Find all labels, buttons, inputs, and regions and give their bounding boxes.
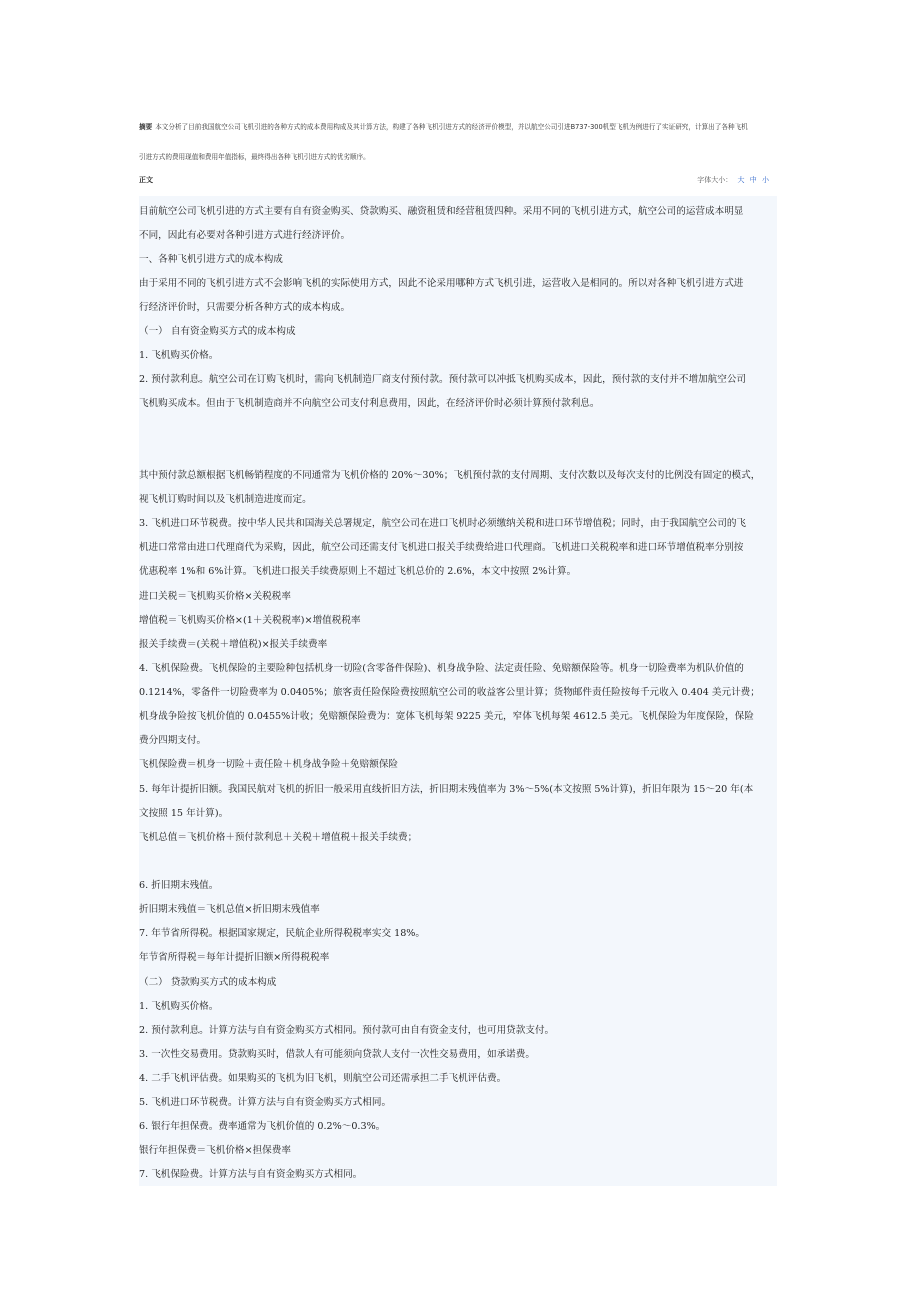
formula-line: 飞机保险费＝机身一切险＋责任险＋机身战争险＋免赔额保险 <box>139 759 399 770</box>
section-heading: 一、各种飞机引进方式的成本构成 <box>139 254 283 265</box>
font-size-small-link[interactable]: 小 <box>762 176 769 184</box>
body-line: 6. 银行年担保费。费率通常为飞机价值的 0.2%～0.3%。 <box>139 1121 386 1132</box>
body-line: 1. 飞机购买价格。 <box>139 350 219 361</box>
body-line: 飞机购买成本。但由于飞机制造商并不向航空公司支付利息费用，因此，在经济评价时必须计算预付款利息。 <box>139 398 600 409</box>
abstract-text-1: 本文分析了目前我国航空公司飞机引进的各种方式的成本费用构成及其计算方法，构建了各种飞机引进方式的经济评价模型，并以航空公司引进B737-300机型飞机为例进行了实证研究，计算出了各种飞机 <box>155 123 748 131</box>
body-line: 4. 飞机保险费。飞机保险的主要险种包括机身一切险(含零备件保险)、机身战争险、法定责任险、免赔额保险等。机身一切险费率为机队价值的 <box>139 663 744 674</box>
body-line: 2. 预付款利息。航空公司在订购飞机时，需向飞机制造厂商支付预付款。预付款可以冲抵飞机购买成本，因此，预付款的支付并不增加航空公司 <box>139 374 747 385</box>
body-line: 5. 每年计提折旧额。我国民航对飞机的折旧一般采用直线折旧方法，折旧期末残值率为 3%～5%(本文按照 5%计算)，折旧年限为 15～20 年(本 <box>139 784 754 795</box>
subsection-heading: （二） 贷款购买方式的成本构成 <box>139 977 277 988</box>
abstract-line-1 <box>139 112 779 142</box>
body-line: 1. 飞机购买价格。 <box>139 1001 219 1012</box>
formula-line: 报关手续费＝(关税＋增值税)×报关手续费率 <box>139 639 328 650</box>
abstract <box>139 112 779 172</box>
body-line: 行经济评价时，只需要分析各种方式的成本构成。 <box>139 302 351 313</box>
subsection-heading: （一） 自有资金购买方式的成本构成 <box>139 326 296 337</box>
body-title: 正文 <box>139 176 153 184</box>
body-line: 由于采用不同的飞机引进方式不会影响飞机的实际使用方式，因此不论采用哪种方式飞机引进，运营收入是相同的。所以对各种飞机引进方式进 <box>139 278 744 289</box>
abstract-label: 摘要 <box>139 123 153 131</box>
article-body <box>139 196 777 1186</box>
body-line: 机进口常常由进口代理商代为采购，因此，航空公司还需支付飞机进口报关手续费给进口代理商。飞机进口关税税率和进口环节增值税率分别按 <box>139 542 744 553</box>
body-header <box>139 172 777 188</box>
body-line: 7. 飞机保险费。计算方法与自有资金购买方式相同。 <box>139 1169 363 1180</box>
body-line: 文按照 15 年计算)。 <box>139 808 229 819</box>
body-line: 机身战争险按飞机价值的 0.0455%计收；免赔额保险费为：宽体飞机每架 9225 美元，窄体飞机每架 4612.5 美元。飞机保险为年度保险，保险 <box>139 711 754 722</box>
font-size-medium-link[interactable]: 中 <box>749 176 757 184</box>
body-line: 目前航空公司飞机引进的方式主要有自有资金购买、贷款购买、融资租赁和经营租赁四种。采用不同的飞机引进方式，航空公司的运营成本明显 <box>139 206 744 217</box>
body-line: 费分四期支付。 <box>139 735 207 746</box>
abstract-line-2: 引进方式的费用现值和费用年值指标，最终得出各种飞机引进方式的优劣顺序。 <box>139 153 370 161</box>
blank-line <box>139 440 777 464</box>
body-line: 其中预付款总额根据飞机畅销程度的不同通常为飞机价格的 20%～30%；飞机预付款的支付周期、支付次数以及每次支付的比例没有固定的模式， <box>139 470 761 481</box>
formula-line: 增值税＝飞机购买价格×(1＋关税税率)×增值税税率 <box>139 615 361 626</box>
body-line: 3. 一次性交易费用。贷款购买时，借款人有可能须向贷款人支付一次性交易费用，如承诺费。 <box>139 1049 535 1060</box>
body-line: 7. 年节省所得税。根据国家规定，民航企业所得税税率实交 18%。 <box>139 928 426 939</box>
formula-line: 年节省所得税＝每年计提折旧额×所得税税率 <box>139 952 330 963</box>
font-size-large-link[interactable]: 大 <box>737 176 745 184</box>
body-line: 2. 预付款利息。计算方法与自有资金购买方式相同。预付款可由自有资金支付，也可用贷款支付。 <box>139 1025 555 1036</box>
body-line: 视飞机订购时间以及飞机制造进度而定。 <box>139 494 312 505</box>
body-line: 4. 二手飞机评估费。如果购买的飞机为旧飞机，则航空公司还需承担二手飞机评估费。 <box>139 1073 507 1084</box>
formula-line: 折旧期末残值＝飞机总值×折旧期末残值率 <box>139 904 320 915</box>
body-line: 5. 飞机进口环节税费。计算方法与自有资金购买方式相同。 <box>139 1097 392 1108</box>
formula-line: 飞机总值＝飞机价格＋预付款利息＋关税＋增值税＋报关手续费； <box>139 832 418 843</box>
body-line: 0.1214%，零备件一切险费率为 0.0405%；旅客责任险保险费按照航空公司的收益客公里计算；货物邮件责任险按每千元收入 0.404 美元计费； <box>139 687 760 698</box>
body-line: 不同，因此有必要对各种引进方式进行经济评价。 <box>139 230 351 241</box>
font-size-control <box>697 175 769 185</box>
body-line: 优惠税率 1%和 6%计算。飞机进口报关手续费原则上不超过飞机总价的 2.6%，本文中按照 2%计算。 <box>139 566 577 577</box>
blank-line <box>139 416 777 440</box>
body-line: 6. 折旧期末残值。 <box>139 880 219 891</box>
formula-line: 进口关税＝飞机购买价格×关税税率 <box>139 591 291 602</box>
formula-line: 银行年担保费＝飞机价格×担保费率 <box>139 1145 291 1156</box>
blank-line <box>139 850 777 874</box>
body-line: 3. 飞机进口环节税费。按中华人民共和国海关总署规定，航空公司在进口飞机时必须缴纳关税和进口环节增值税；同时，由于我国航空公司的飞 <box>139 518 747 529</box>
font-size-label: 字体大小： <box>697 176 733 184</box>
